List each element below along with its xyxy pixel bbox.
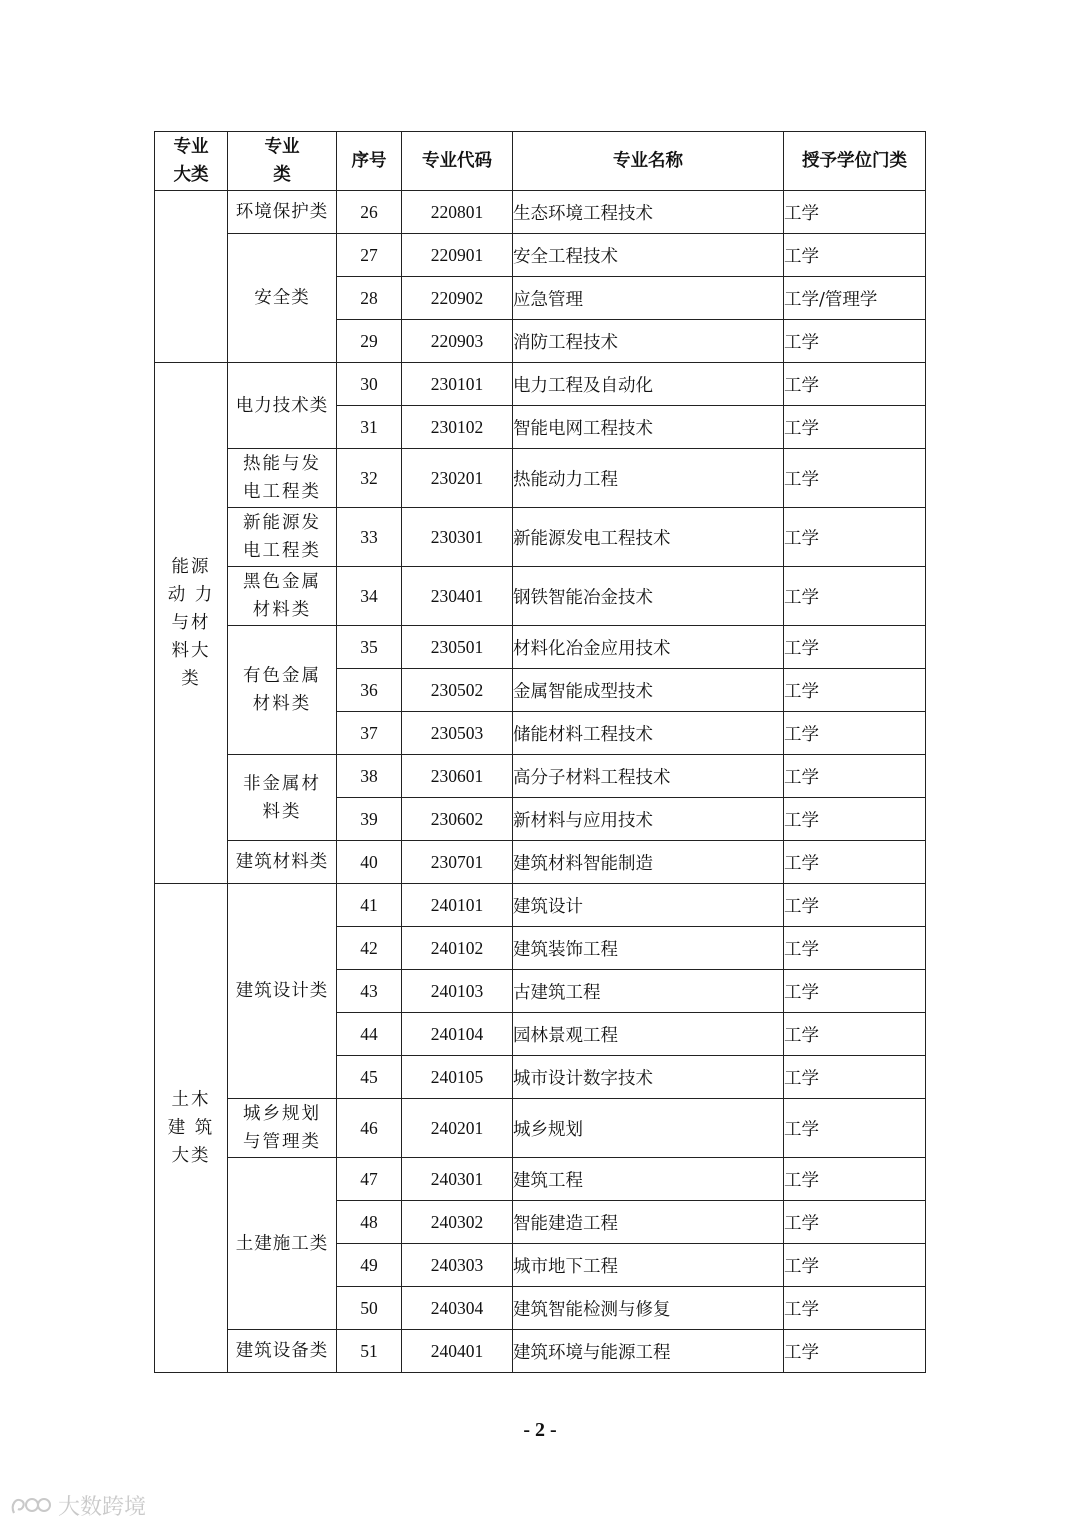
- header-row: [155, 132, 926, 191]
- table-row: [155, 626, 926, 669]
- class-nonmetal: 非金属材料类: [228, 755, 337, 841]
- name-cell: 生态环境工程技术: [513, 191, 784, 234]
- code-cell: 230502: [402, 669, 513, 712]
- degree-cell: 工学: [784, 841, 926, 884]
- header-name: 专业名称: [513, 132, 784, 191]
- seq-cell: 46: [337, 1099, 402, 1158]
- code-cell: 230503: [402, 712, 513, 755]
- degree-cell: 工学: [784, 755, 926, 798]
- degree-cell: 工学/管理学: [784, 277, 926, 320]
- code-cell: 240401: [402, 1330, 513, 1373]
- name-cell: 建筑设计: [513, 884, 784, 927]
- seq-cell: 44: [337, 1013, 402, 1056]
- seq-cell: 50: [337, 1287, 402, 1330]
- name-cell: 古建筑工程: [513, 970, 784, 1013]
- name-cell: 热能动力工程: [513, 449, 784, 508]
- degree-cell: 工学: [784, 712, 926, 755]
- seq-cell: 36: [337, 669, 402, 712]
- page-number: - 2 -: [523, 1419, 557, 1441]
- seq-cell: 45: [337, 1056, 402, 1099]
- table-row: [155, 234, 926, 277]
- degree-cell: 工学: [784, 406, 926, 449]
- table-row: [155, 884, 926, 927]
- name-cell: 建筑材料智能制造: [513, 841, 784, 884]
- code-cell: 240201: [402, 1099, 513, 1158]
- class-nonferrous: 有色金属材料类: [228, 626, 337, 755]
- header-code: 专业代码: [402, 132, 513, 191]
- class-urban: 城乡规划与管理类: [228, 1099, 337, 1158]
- table-row: [155, 1330, 926, 1373]
- seq-cell: 49: [337, 1244, 402, 1287]
- name-cell: 城市地下工程: [513, 1244, 784, 1287]
- code-cell: 240303: [402, 1244, 513, 1287]
- watermark: [8, 1490, 146, 1521]
- name-cell: 城市设计数字技术: [513, 1056, 784, 1099]
- name-cell: 建筑装饰工程: [513, 927, 784, 970]
- table-row: [155, 191, 926, 234]
- seq-cell: 26: [337, 191, 402, 234]
- name-cell: 智能电网工程技术: [513, 406, 784, 449]
- code-cell: 240103: [402, 970, 513, 1013]
- class-thermal: 热能与发电工程类: [228, 449, 337, 508]
- name-cell: 城乡规划: [513, 1099, 784, 1158]
- seq-cell: 41: [337, 884, 402, 927]
- degree-cell: 工学: [784, 1013, 926, 1056]
- code-cell: 230701: [402, 841, 513, 884]
- class-ferrous: 黑色金属材料类: [228, 567, 337, 626]
- degree-cell: 工学: [784, 1287, 926, 1330]
- seq-cell: 51: [337, 1330, 402, 1373]
- code-cell: 230301: [402, 508, 513, 567]
- name-cell: 智能建造工程: [513, 1201, 784, 1244]
- class-archdesign: 建筑设计类: [228, 884, 337, 1099]
- code-cell: 240102: [402, 927, 513, 970]
- seq-cell: 42: [337, 927, 402, 970]
- seq-cell: 31: [337, 406, 402, 449]
- degree-cell: 工学: [784, 1158, 926, 1201]
- degree-cell: 工学: [784, 567, 926, 626]
- code-cell: 240301: [402, 1158, 513, 1201]
- code-cell: 240304: [402, 1287, 513, 1330]
- code-cell: 230101: [402, 363, 513, 406]
- degree-cell: 工学: [784, 1244, 926, 1287]
- code-cell: 230401: [402, 567, 513, 626]
- degree-cell: 工学: [784, 320, 926, 363]
- name-cell: 新能源发电工程技术: [513, 508, 784, 567]
- table-row: [155, 508, 926, 567]
- code-cell: 220801: [402, 191, 513, 234]
- degree-cell: 工学: [784, 449, 926, 508]
- code-cell: 230102: [402, 406, 513, 449]
- name-cell: 应急管理: [513, 277, 784, 320]
- table-row: [155, 841, 926, 884]
- seq-cell: 48: [337, 1201, 402, 1244]
- degree-cell: 工学: [784, 363, 926, 406]
- degree-cell: 工学: [784, 798, 926, 841]
- name-cell: 材料化冶金应用技术: [513, 626, 784, 669]
- degree-cell: 工学: [784, 1330, 926, 1373]
- degree-cell: 工学: [784, 669, 926, 712]
- seq-cell: 29: [337, 320, 402, 363]
- degree-cell: 工学: [784, 927, 926, 970]
- code-cell: 240105: [402, 1056, 513, 1099]
- name-cell: 电力工程及自动化: [513, 363, 784, 406]
- seq-cell: 32: [337, 449, 402, 508]
- header-category-big: 专业 大类: [155, 132, 228, 191]
- degree-cell: 工学: [784, 234, 926, 277]
- code-cell: 230601: [402, 755, 513, 798]
- category-big-energy: 能源动 力与材 料大类: [155, 363, 228, 884]
- class-safety: 安全类: [228, 234, 337, 363]
- name-cell: 建筑智能检测与修复: [513, 1287, 784, 1330]
- code-cell: 220902: [402, 277, 513, 320]
- seq-cell: 40: [337, 841, 402, 884]
- name-cell: 钢铁智能冶金技术: [513, 567, 784, 626]
- code-cell: 230501: [402, 626, 513, 669]
- code-cell: 220903: [402, 320, 513, 363]
- code-cell: 240302: [402, 1201, 513, 1244]
- seq-cell: 47: [337, 1158, 402, 1201]
- name-cell: 园林景观工程: [513, 1013, 784, 1056]
- code-cell: 220901: [402, 234, 513, 277]
- degree-cell: 工学: [784, 508, 926, 567]
- degree-cell: 工学: [784, 191, 926, 234]
- name-cell: 金属智能成型技术: [513, 669, 784, 712]
- degree-cell: 工学: [784, 884, 926, 927]
- degree-cell: 工学: [784, 626, 926, 669]
- degree-cell: 工学: [784, 1056, 926, 1099]
- class-construction: 土建施工类: [228, 1158, 337, 1330]
- class-env: 环境保护类: [228, 191, 337, 234]
- table-row: [155, 449, 926, 508]
- seq-cell: 28: [337, 277, 402, 320]
- code-cell: 240104: [402, 1013, 513, 1056]
- name-cell: 建筑工程: [513, 1158, 784, 1201]
- class-buildmat: 建筑材料类: [228, 841, 337, 884]
- seq-cell: 35: [337, 626, 402, 669]
- majors-table: [154, 131, 926, 1373]
- seq-cell: 43: [337, 970, 402, 1013]
- name-cell: 安全工程技术: [513, 234, 784, 277]
- name-cell: 消防工程技术: [513, 320, 784, 363]
- seq-cell: 38: [337, 755, 402, 798]
- table-row: [155, 567, 926, 626]
- table-row: [155, 755, 926, 798]
- watermark-logo-icon: [8, 1493, 52, 1519]
- code-cell: 240101: [402, 884, 513, 927]
- class-power: 电力技术类: [228, 363, 337, 449]
- degree-cell: 工学: [784, 1099, 926, 1158]
- seq-cell: 37: [337, 712, 402, 755]
- name-cell: 建筑环境与能源工程: [513, 1330, 784, 1373]
- code-cell: 230201: [402, 449, 513, 508]
- name-cell: 高分子材料工程技术: [513, 755, 784, 798]
- seq-cell: 27: [337, 234, 402, 277]
- table-row: [155, 1158, 926, 1201]
- watermark-text: 大数跨境: [58, 1495, 147, 1520]
- header-seq: 序号: [337, 132, 402, 191]
- class-newenergy: 新能源发电工程类: [228, 508, 337, 567]
- header-degree: 授予学位门类: [784, 132, 926, 191]
- seq-cell: 39: [337, 798, 402, 841]
- name-cell: 新材料与应用技术: [513, 798, 784, 841]
- table-row: [155, 363, 926, 406]
- seq-cell: 33: [337, 508, 402, 567]
- code-cell: 230602: [402, 798, 513, 841]
- seq-cell: 34: [337, 567, 402, 626]
- degree-cell: 工学: [784, 970, 926, 1013]
- class-equipment: 建筑设备类: [228, 1330, 337, 1373]
- category-big-civil: 土木建 筑大类: [155, 884, 228, 1373]
- name-cell: 储能材料工程技术: [513, 712, 784, 755]
- category-big-empty: [155, 191, 228, 363]
- seq-cell: 30: [337, 363, 402, 406]
- table-row: [155, 1099, 926, 1158]
- degree-cell: 工学: [784, 1201, 926, 1244]
- header-category: 专业 类: [228, 132, 337, 191]
